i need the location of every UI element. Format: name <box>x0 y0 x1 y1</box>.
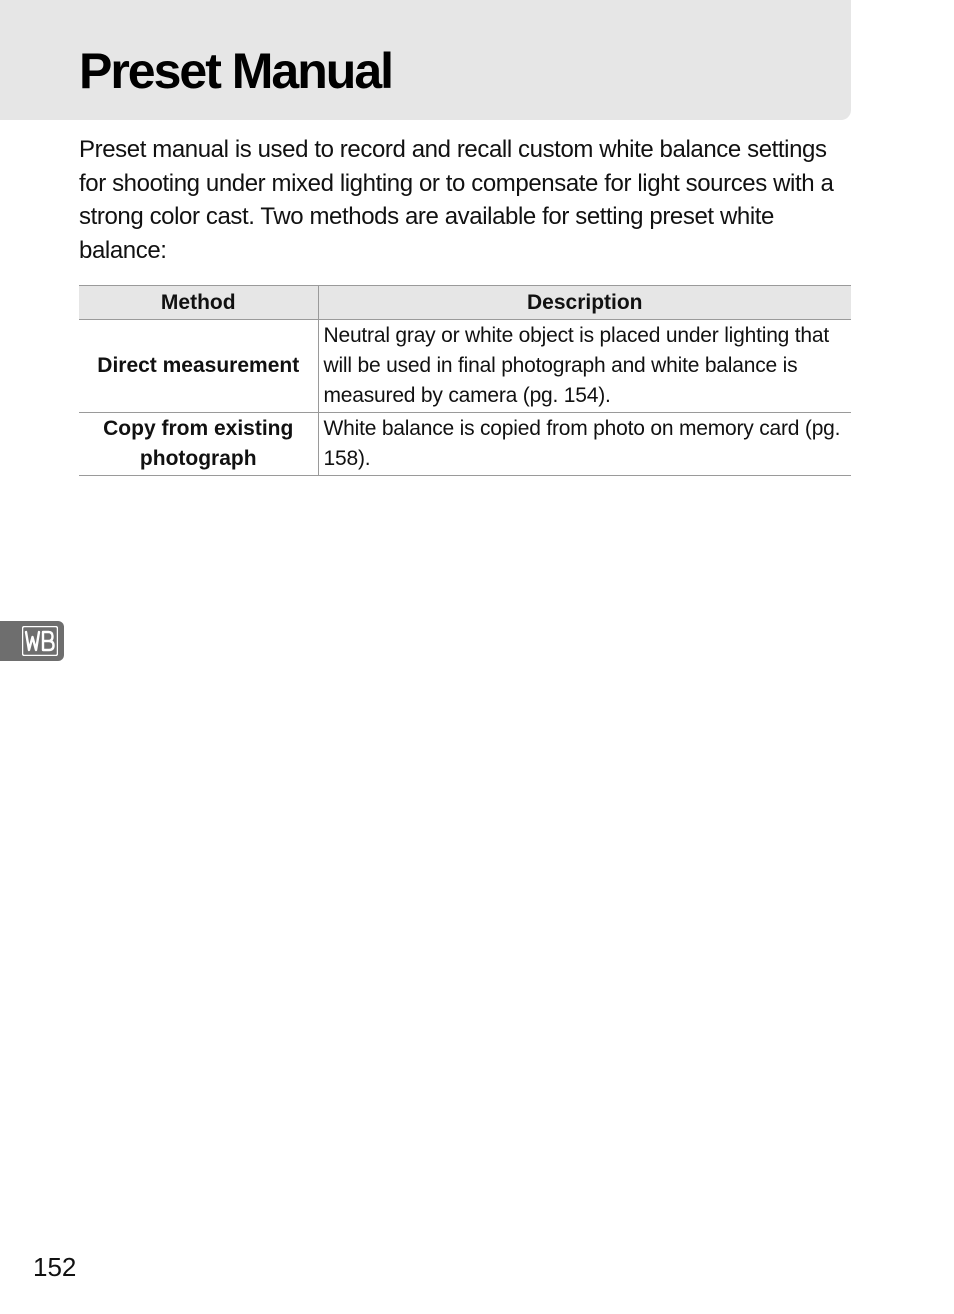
intro-paragraph: Preset manual is used to record and recall custom white balance settings for shooting under mixed lighting or to compensate for light sources with a strong color cast. Two methods are available for setting preset white balance: <box>79 136 834 264</box>
table-row <box>79 320 851 413</box>
column-header-description: Description <box>318 286 851 320</box>
column-header-method: Method <box>79 286 318 320</box>
method-cell: Copy from existing photograph <box>79 413 318 476</box>
methods-table <box>79 285 851 476</box>
section-side-tab <box>0 621 64 661</box>
white-balance-icon <box>22 626 58 656</box>
table-header-row <box>79 286 851 320</box>
method-cell: Direct measurement <box>79 320 318 413</box>
description-cell: White balance is copied from photo on memory card (pg. 158). <box>318 413 851 476</box>
page-number: 152 <box>33 1252 77 1282</box>
table-row <box>79 413 851 476</box>
description-cell: Neutral gray or white object is placed under lighting that will be used in final photograph and white balance is measured by camera (pg. 154). <box>318 320 851 413</box>
page-title: Preset Manual <box>79 43 393 99</box>
